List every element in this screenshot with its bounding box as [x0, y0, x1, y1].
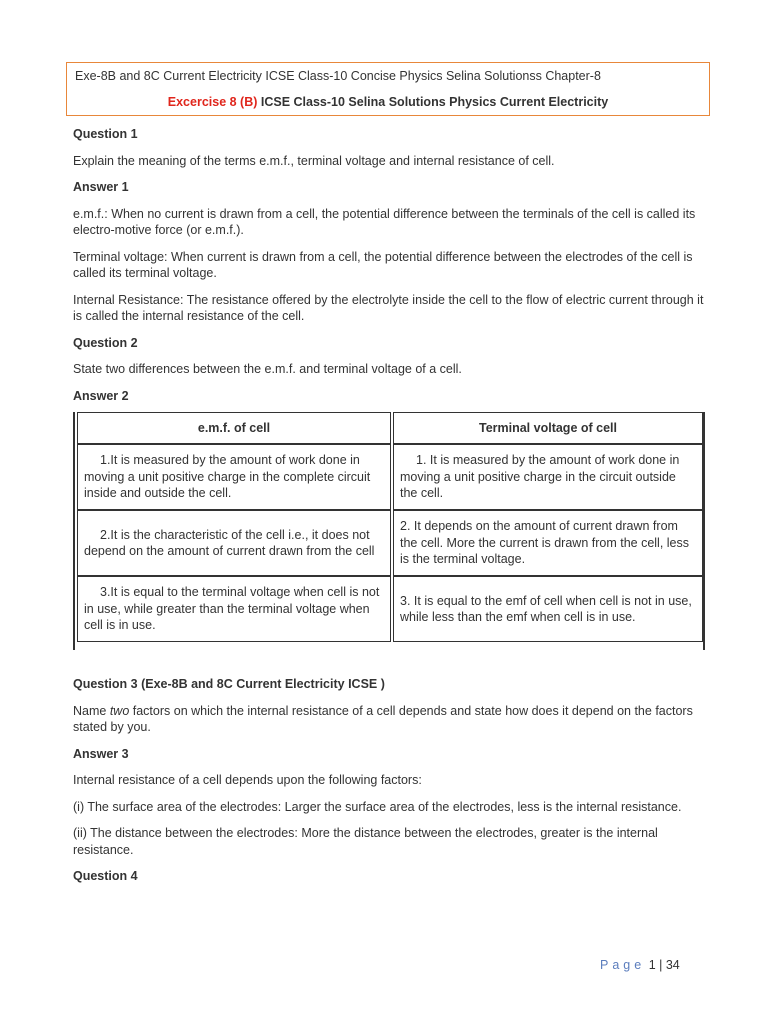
comparison-table-frame: [73, 412, 705, 650]
table-row: [77, 510, 703, 576]
page-word: Page: [600, 958, 646, 972]
header-subtitle-rest: ICSE Class-10 Selina Solutions Physics Current Electricity: [257, 95, 609, 109]
table-header-emf: e.m.f. of cell: [77, 412, 391, 444]
table-header-row: [77, 412, 703, 444]
exercise-label: Excercise 8 (B): [167, 95, 258, 109]
table-cell: 3.It is equal to the terminal voltage when cell is not in use, while greater than the terminal voltage when cell is in use.: [77, 576, 391, 642]
answer-2-label: Answer 2: [73, 388, 129, 403]
answer-3-intro: Internal resistance of a cell depends upon the following factors:: [73, 773, 422, 787]
answer-1-emf: e.m.f.: When no current is drawn from a cell, the potential difference between the terminals of the cell is called its electro-motive force (or e.m.f.).: [73, 206, 696, 237]
page-separator: |: [659, 958, 663, 972]
question-2-text: State two differences between the e.m.f. and terminal voltage of a cell.: [73, 362, 462, 376]
document-body: [73, 126, 705, 895]
document-header-box: [66, 62, 710, 116]
header-title: Exe-8B and 8C Current Electricity ICSE Class-10 Concise Physics Selina Solutionss Chapter-8: [75, 69, 601, 83]
table-cell: 2.It is the characteristic of the cell i.e., it does not depend on the amount of current drawn from the cell: [77, 510, 391, 576]
question-1-text: Explain the meaning of the terms e.m.f., terminal voltage and internal resistance of cell.: [73, 153, 555, 168]
question-3-text-start: Name: [73, 703, 110, 718]
header-subtitle: [67, 95, 709, 109]
table-cell: 2. It depends on the amount of current drawn from the cell. More the current is drawn from the cell, less is the terminal voltage.: [393, 510, 703, 576]
table-cell: 3. It is equal to the emf of cell when cell is not in use, while less than the emf when cell is in use.: [393, 576, 703, 642]
answer-1-internal-resistance: Internal Resistance: The resistance offered by the electrolyte inside the cell to the flow of electric current through it is called the internal resistance of the cell.: [73, 292, 704, 323]
question-3-text-emphasis: two: [109, 703, 130, 718]
answer-3-factor-1: (i) The surface area of the electrodes: Larger the surface area of the electrodes, less is the internal resistance.: [73, 799, 682, 814]
question-2-label: Question 2: [73, 335, 138, 350]
question-4-label: Question 4: [73, 869, 138, 883]
comparison-table: [77, 412, 703, 642]
page-footer: [600, 958, 680, 972]
question-3-label: Question 3 (Exe-8B and 8C Current Electricity ICSE ): [73, 677, 385, 691]
question-3-text-end: factors on which the internal resistance of a cell depends and state how does it depend on the factors stated by you.: [73, 703, 693, 734]
question-3-text: [73, 703, 705, 736]
table-row: [77, 576, 703, 642]
table-cell: 1.It is measured by the amount of work done in moving a unit positive charge in the complete circuit inside and outside the cell.: [77, 444, 391, 510]
answer-1-label: Answer 1: [73, 180, 129, 194]
answer-3-factor-2: (ii) The distance between the electrodes: More the distance between the electrodes, greater is the internal resistance.: [73, 826, 658, 857]
table-row: [77, 444, 703, 510]
table-header-terminal-voltage: Terminal voltage of cell: [393, 412, 703, 444]
table-cell: 1. It is measured by the amount of work done in moving a unit positive charge in the circuit outside the cell.: [393, 444, 703, 510]
answer-3-label: Answer 3: [73, 746, 129, 761]
page-current: 1: [648, 958, 656, 972]
page-total: 34: [665, 958, 680, 972]
answer-1-terminal-voltage: Terminal voltage: When current is drawn from a cell, the potential difference between the electrodes of the cell is called its terminal voltage.: [73, 249, 693, 280]
question-1-label: Question 1: [73, 127, 138, 141]
